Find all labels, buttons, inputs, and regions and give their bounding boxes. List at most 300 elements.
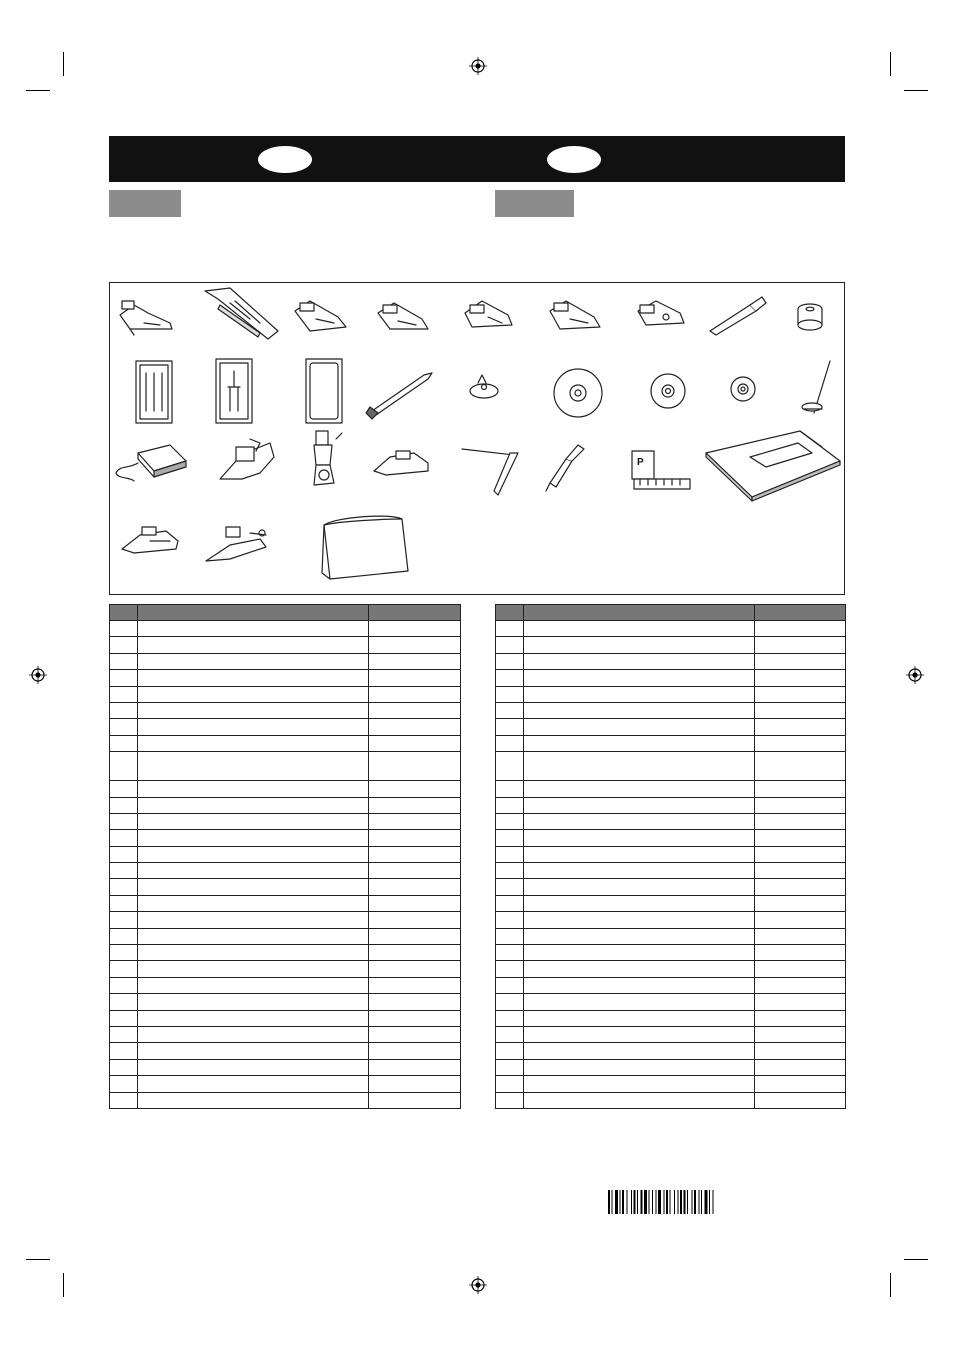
cell-part-name — [524, 830, 755, 846]
barcode-bar — [652, 1190, 653, 1214]
column-header-part-code — [755, 605, 846, 621]
crop-mark-bl-h — [26, 1259, 50, 1260]
cell-part-code — [755, 928, 846, 944]
table-row — [110, 670, 461, 686]
table-row — [110, 912, 461, 928]
cell-part-code — [369, 994, 461, 1010]
cell-part-code — [755, 1059, 846, 1075]
cell-part-name — [138, 1043, 369, 1059]
table-row — [496, 1026, 846, 1042]
cell-part-name — [524, 797, 755, 813]
crop-mark-tr-v — [890, 52, 891, 76]
table-row — [496, 621, 846, 637]
cell-no — [496, 846, 524, 862]
cell-part-name — [524, 994, 755, 1010]
cell-part-name — [524, 863, 755, 879]
cell-part-code — [755, 702, 846, 718]
cell-no — [110, 1026, 138, 1042]
cell-part-code — [755, 863, 846, 879]
seam-ripper-icon — [366, 373, 432, 419]
cell-part-name — [138, 813, 369, 829]
barcode-bar — [694, 1190, 696, 1214]
screwdriver-icon — [710, 297, 766, 335]
cell-no — [496, 994, 524, 1010]
cell-part-code — [755, 1076, 846, 1092]
table-row — [110, 621, 461, 637]
section-tab-left — [109, 190, 181, 217]
table-row — [496, 719, 846, 735]
cell-no — [110, 1043, 138, 1059]
button-sewing-foot-icon — [638, 301, 684, 325]
barcode-bar — [678, 1190, 679, 1214]
column-header-no — [496, 605, 524, 621]
table-row — [496, 1043, 846, 1059]
cell-part-name — [138, 895, 369, 911]
cell-no — [496, 686, 524, 702]
cell-no — [496, 670, 524, 686]
cell-part-name — [524, 1010, 755, 1026]
cell-no — [496, 945, 524, 961]
cell-part-code — [755, 637, 846, 653]
barcode-bar — [637, 1190, 638, 1214]
cell-part-code — [369, 653, 461, 669]
barcode-bar — [699, 1190, 700, 1214]
table-row — [496, 879, 846, 895]
empty-pack-icon — [306, 359, 342, 423]
cell-part-name — [524, 637, 755, 653]
cell-no — [496, 912, 524, 928]
cell-part-code — [755, 813, 846, 829]
cell-part-code — [755, 1043, 846, 1059]
barcode-bar — [631, 1190, 632, 1214]
barcode-bar — [680, 1190, 682, 1214]
table-row — [496, 702, 846, 718]
awl-icon — [546, 445, 584, 491]
cell-part-code — [755, 994, 846, 1010]
table-row — [110, 702, 461, 718]
column-header-no — [110, 605, 138, 621]
table-row — [110, 977, 461, 993]
cell-part-code — [369, 719, 461, 735]
cell-part-code — [755, 621, 846, 637]
cell-no — [496, 928, 524, 944]
extension-table-icon — [706, 431, 840, 501]
table-row — [110, 653, 461, 669]
table-row — [496, 1092, 846, 1108]
cell-part-name — [524, 961, 755, 977]
table-row — [110, 1092, 461, 1108]
cell-no — [496, 719, 524, 735]
registration-mark-top-icon — [469, 57, 487, 75]
table-row — [110, 895, 461, 911]
cell-part-code — [369, 895, 461, 911]
cell-part-code — [755, 846, 846, 862]
cell-part-code — [369, 686, 461, 702]
table-row — [110, 830, 461, 846]
table-row — [496, 813, 846, 829]
cell-part-name — [138, 961, 369, 977]
cell-part-name — [524, 1092, 755, 1108]
cell-part-code — [369, 961, 461, 977]
barcode-bar — [713, 1190, 714, 1214]
table-header-row — [110, 605, 461, 621]
quilting-guide-icon — [462, 449, 518, 495]
cell-part-code — [369, 863, 461, 879]
cell-no — [110, 719, 138, 735]
cell-part-name — [138, 686, 369, 702]
cell-part-name — [524, 977, 755, 993]
registration-mark-left-icon — [29, 666, 47, 684]
cell-no — [496, 653, 524, 669]
cell-part-name — [524, 1076, 755, 1092]
cell-part-name — [138, 846, 369, 862]
cell-part-code — [369, 752, 461, 781]
table-header-row — [496, 605, 846, 621]
crop-mark-tr-h — [904, 90, 928, 91]
cell-no — [110, 830, 138, 846]
cell-part-code — [755, 830, 846, 846]
table-row — [110, 928, 461, 944]
table-row — [110, 846, 461, 862]
cell-part-code — [369, 735, 461, 751]
table-row — [110, 1059, 461, 1075]
cell-part-code — [369, 702, 461, 718]
cell-part-code — [369, 781, 461, 797]
cell-part-code — [755, 961, 846, 977]
table-row — [496, 1010, 846, 1026]
barcode-bar — [664, 1190, 665, 1214]
cell-part-code — [755, 653, 846, 669]
table-row — [496, 752, 846, 781]
cell-no — [110, 686, 138, 702]
barcode-bar — [620, 1190, 621, 1214]
cell-no — [496, 735, 524, 751]
cell-part-code — [369, 813, 461, 829]
table-row — [496, 653, 846, 669]
cell-no — [110, 895, 138, 911]
table-row — [496, 830, 846, 846]
crop-mark-br-v — [890, 1273, 891, 1297]
crop-mark-bl-v — [63, 1273, 64, 1297]
parts-table-left — [109, 604, 461, 1109]
cell-part-name — [138, 879, 369, 895]
table-row — [110, 879, 461, 895]
cell-part-name — [138, 653, 369, 669]
cell-part-name — [138, 797, 369, 813]
cell-part-name — [524, 621, 755, 637]
cell-no — [110, 863, 138, 879]
table-row — [496, 945, 846, 961]
barcode-bar — [687, 1190, 688, 1214]
cell-part-name — [138, 1076, 369, 1092]
table-row — [496, 797, 846, 813]
cell-part-code — [369, 1043, 461, 1059]
barcode-bar — [666, 1190, 668, 1214]
bobbin-icon — [798, 304, 822, 330]
cell-part-name — [138, 637, 369, 653]
table-row — [496, 686, 846, 702]
barcode-bar — [627, 1190, 628, 1214]
table-row — [496, 846, 846, 862]
table-row — [496, 670, 846, 686]
cell-part-code — [369, 928, 461, 944]
column-header-part-name — [138, 605, 369, 621]
barcode-bar — [656, 1190, 657, 1214]
cell-part-name — [138, 928, 369, 944]
table-row — [110, 994, 461, 1010]
cell-part-name — [524, 752, 755, 781]
cell-no — [110, 670, 138, 686]
cell-part-name — [524, 735, 755, 751]
cell-no — [110, 702, 138, 718]
cell-part-name — [524, 1026, 755, 1042]
cell-part-name — [138, 863, 369, 879]
cell-part-name — [138, 719, 369, 735]
cell-part-name — [138, 945, 369, 961]
table-row — [496, 912, 846, 928]
cell-part-name — [138, 621, 369, 637]
cell-part-code — [369, 637, 461, 653]
cell-part-code — [369, 1010, 461, 1026]
barcode-bar — [644, 1190, 647, 1214]
presser-foot-icon — [120, 301, 172, 335]
cell-part-code — [755, 735, 846, 751]
cell-part-code — [755, 1026, 846, 1042]
cell-part-code — [755, 912, 846, 928]
cell-no — [496, 1092, 524, 1108]
crop-mark-tl-v — [63, 52, 64, 76]
cell-part-name — [524, 895, 755, 911]
table-row — [110, 781, 461, 797]
cell-part-name — [524, 653, 755, 669]
barcode-bar — [612, 1190, 613, 1214]
cell-part-code — [369, 945, 461, 961]
cell-no — [496, 752, 524, 781]
cell-no — [496, 879, 524, 895]
foot-controller-icon — [116, 445, 186, 481]
cell-part-code — [369, 912, 461, 928]
cell-part-code — [755, 879, 846, 895]
cell-no — [110, 961, 138, 977]
cell-part-code — [755, 781, 846, 797]
cell-part-name — [524, 670, 755, 686]
table-row — [496, 977, 846, 993]
cell-no — [496, 863, 524, 879]
barcode-bar — [615, 1190, 618, 1214]
buttonhole-foot-icon — [205, 288, 278, 339]
cell-part-name — [524, 1059, 755, 1075]
soft-cover-icon — [322, 516, 408, 579]
overcasting-foot-icon — [465, 301, 512, 327]
cell-part-name — [524, 846, 755, 862]
twin-needle-pack-icon — [216, 359, 252, 423]
cell-no — [496, 895, 524, 911]
cell-no — [110, 994, 138, 1010]
table-row — [496, 961, 846, 977]
cell-no — [496, 637, 524, 653]
cell-part-name — [524, 781, 755, 797]
cell-no — [110, 1076, 138, 1092]
barcode-bar — [684, 1190, 686, 1214]
barcode-bar — [709, 1190, 710, 1214]
table-row — [496, 928, 846, 944]
cell-part-code — [369, 1059, 461, 1075]
crop-mark-tl-h — [26, 90, 50, 91]
cell-part-name — [524, 879, 755, 895]
cell-no — [496, 813, 524, 829]
cell-no — [110, 846, 138, 862]
blind-stitch-foot-icon — [550, 301, 600, 329]
cell-part-name — [138, 977, 369, 993]
cell-part-code — [755, 686, 846, 702]
table-row — [110, 1010, 461, 1026]
cell-no — [110, 1010, 138, 1026]
needle-pack-icon — [136, 361, 172, 423]
cell-no — [110, 735, 138, 751]
table-row — [496, 735, 846, 751]
stitch-guide-foot-icon — [632, 451, 690, 489]
cell-part-name — [138, 1010, 369, 1026]
table-row — [110, 813, 461, 829]
table-row — [496, 895, 846, 911]
cell-part-name — [524, 813, 755, 829]
spool-cap-small-icon — [470, 375, 498, 398]
cell-no — [110, 912, 138, 928]
barcode-bar — [649, 1190, 650, 1214]
cell-part-name — [524, 928, 755, 944]
satin-stitch-foot-icon — [378, 303, 428, 329]
table-row — [110, 1026, 461, 1042]
cell-part-code — [755, 977, 846, 993]
cell-no — [496, 977, 524, 993]
barcode-bar — [705, 1190, 708, 1214]
cell-part-name — [138, 1092, 369, 1108]
barcode-bar — [641, 1190, 643, 1214]
section-tab-right — [495, 190, 574, 217]
barcode-bar — [608, 1190, 610, 1214]
cell-part-name — [524, 945, 755, 961]
cell-no — [110, 637, 138, 653]
cell-part-code — [755, 752, 846, 781]
cell-no — [496, 961, 524, 977]
cell-part-code — [755, 945, 846, 961]
cell-part-code — [369, 830, 461, 846]
crop-mark-br-h — [904, 1259, 928, 1260]
cell-no — [496, 1010, 524, 1026]
cell-part-code — [755, 895, 846, 911]
cell-part-name — [138, 1059, 369, 1075]
cell-part-name — [138, 670, 369, 686]
column-header-part-name — [524, 605, 755, 621]
cell-no — [496, 621, 524, 637]
cell-part-code — [369, 670, 461, 686]
cell-part-name — [138, 781, 369, 797]
cell-part-code — [369, 879, 461, 895]
cell-no — [110, 977, 138, 993]
table-row — [110, 797, 461, 813]
cell-part-name — [138, 702, 369, 718]
barcode-bar — [670, 1190, 671, 1214]
registration-mark-right-icon — [906, 666, 924, 684]
table-row — [496, 863, 846, 879]
table-row — [110, 945, 461, 961]
table-row — [496, 1076, 846, 1092]
walking-foot-icon — [220, 439, 274, 479]
spool-cap-small-round-icon — [731, 377, 755, 401]
cell-no — [110, 781, 138, 797]
cell-no — [110, 653, 138, 669]
cell-part-code — [369, 797, 461, 813]
open-toe-foot-icon — [122, 527, 178, 553]
barcode-bar — [622, 1190, 624, 1214]
cell-no — [110, 752, 138, 781]
edge-joining-foot-icon — [206, 527, 266, 561]
spool-cap-large-icon — [554, 369, 602, 417]
cell-no — [496, 1043, 524, 1059]
table-row — [110, 863, 461, 879]
table-row — [110, 1076, 461, 1092]
cell-part-code — [369, 977, 461, 993]
table-row — [110, 752, 461, 781]
cell-part-name — [138, 1026, 369, 1042]
cell-part-name — [524, 719, 755, 735]
cell-no — [110, 928, 138, 944]
barcode-bar — [658, 1190, 661, 1214]
cell-part-code — [369, 621, 461, 637]
language-badge-left — [258, 146, 312, 173]
zipper-foot-icon — [295, 301, 346, 331]
cell-no — [110, 1092, 138, 1108]
cell-part-code — [755, 719, 846, 735]
cell-part-code — [369, 846, 461, 862]
cell-no — [110, 1059, 138, 1075]
cell-part-name — [524, 702, 755, 718]
cell-part-code — [369, 1076, 461, 1092]
darning-foot-icon — [314, 431, 342, 485]
cell-no — [496, 1026, 524, 1042]
cell-part-name — [138, 830, 369, 846]
header-bar — [109, 136, 845, 182]
barcode-bar — [634, 1190, 636, 1214]
registration-mark-bottom-icon — [469, 1276, 487, 1294]
cell-part-code — [369, 1092, 461, 1108]
cell-no — [110, 621, 138, 637]
cell-part-code — [755, 670, 846, 686]
cell-no — [110, 813, 138, 829]
barcode-bar — [692, 1190, 693, 1214]
cell-no — [496, 830, 524, 846]
cell-part-name — [138, 994, 369, 1010]
table-row — [110, 719, 461, 735]
table-row — [110, 1043, 461, 1059]
cell-part-name — [138, 735, 369, 751]
table-row — [496, 1059, 846, 1075]
table-row — [496, 781, 846, 797]
table-row — [110, 735, 461, 751]
cell-no — [496, 702, 524, 718]
parts-table-right — [495, 604, 846, 1109]
cell-no — [496, 1076, 524, 1092]
cell-part-code — [369, 1026, 461, 1042]
accessories-panel — [109, 282, 845, 595]
cell-part-code — [755, 1092, 846, 1108]
cell-no — [110, 797, 138, 813]
table-row — [110, 637, 461, 653]
column-header-part-code — [369, 605, 461, 621]
cell-part-name — [138, 752, 369, 781]
presser-foot-label: P — [637, 457, 644, 468]
quilting-foot-icon — [374, 451, 428, 475]
